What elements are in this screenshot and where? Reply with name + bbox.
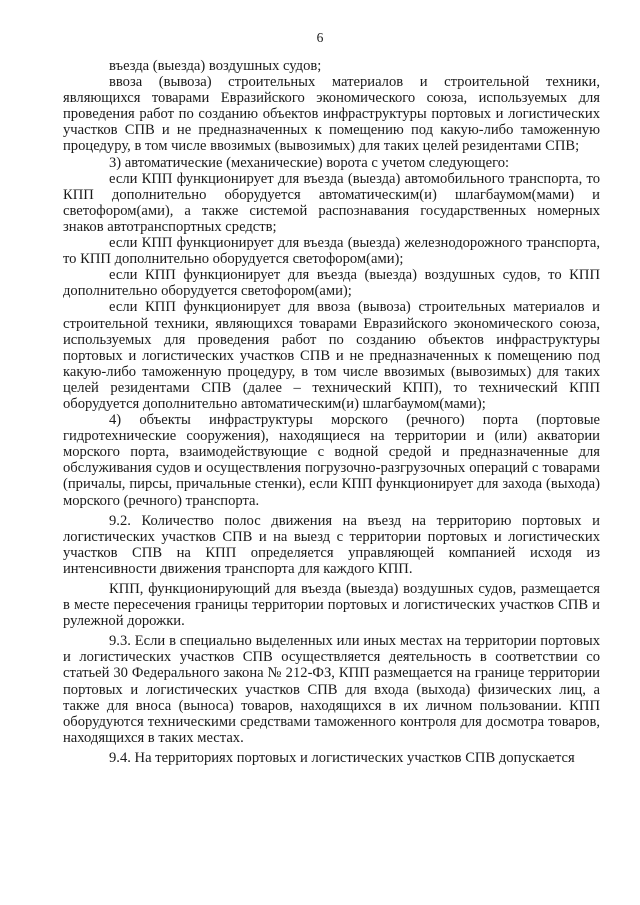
paragraph-9-2: 9.2. Количество полос движения на въезд на территорию портовых и логистических участков СПВ и на выезд с территории портовых и логистических участков СПВ на КПП определяется управляющей компанией исходя из интенсивности движения транспорта для каждого КПП. [63,512,600,577]
paragraph-air-vessels-entry: въезда (выезда) воздушных судов; [109,58,322,74]
paragraph-construction-materials: ввоза (вывоза) строительных материалов и строительной техники, являющихся товарами Евразийского экономического союза, используемых для проведения работ по созданию объектов инфраструктуры портовых и логистических участков СПВ и не предназначенных к помещению под какую-либо таможенную процедуру, в том числе ввозимых (вывозимых) для таких целей резидентами СПВ; [63,74,600,155]
paragraph-technical-checkpoint: если КПП функционирует для ввоза (вывоза) строительных материалов и строительной техники, являющихся товарами Евразийского экономического союза, используемых для проведения работ по созданию объектов инфраструктуры портовых и логистических участков СПВ и не предназначенных к помещению под какую-либо таможенную процедуру, в том числе ввозимых (вывозимых) для таких целей резидентами СПВ (далее – технический КПП), то технический КПП оборудуется дополнительно автоматическим(и) шлагбаумом(мами); [63,299,600,412]
paragraph-rail-transport: если КПП функционирует для въезда (выезда) железнодорожного транспорта, то КПП дополнительно оборудуется светофором(ами); [63,235,600,268]
paragraph-air-transport: если КПП функционирует для въезда (выезда) воздушных судов, то КПП дополнительно оборудуется светофором(ами); [63,267,600,300]
paragraph-item-3-gates: 3) автоматические (механические) ворота с учетом следующего: [109,154,510,171]
paragraph-9-3: 9.3. Если в специально выделенных или иных местах на территории портовых и логистических участков СПВ осуществляется деятельность в соответствии со статьей 30 Федерального закона № 212-ФЗ, КПП размещается на границе территории портовых и логистических участков СПВ для входа (выхода) физических лиц, а также для вноса (выноса) товаров, находящихся в их личном пользовании. КПП оборудуются техническими средствами таможенного контроля для досмотра товаров, находящихся в таких местах. [63,633,600,746]
paragraph-road-transport: если КПП функционирует для въезда (выезда) автомобильного транспорта, то КПП дополнительно оборудуется автоматическим(и) шлагбаумом(мами) и светофором(ами), а также системой распознавания государственных номерных знаков автотранспортных средств; [63,170,600,235]
page-number: 6 [316,30,324,45]
paragraph-item-4-port-facilities: 4) объекты инфраструктуры морского (речного) порта (портовые гидротехнические сооружения), находящиеся на территории и (или) акватории морского порта, взаимодействующие с водной средой и предназначенные для обслуживания судов и осуществления погрузочно-разгрузочных операций с товарами (причалы, пирсы, причальные стенки), если КПП функционирует для захода (выхода) морского (речного) транспорта. [63,412,600,509]
document-body [63,58,600,766]
paragraph-9-4: 9.4. На территориях портовых и логистических участков СПВ допускается [109,749,575,766]
paragraph-air-checkpoint-location: КПП, функционирующий для въезда (выезда) воздушных судов, размещается в месте пересечения границы территории портовых и логистических участков СПВ и рулежной дорожки. [63,581,600,630]
